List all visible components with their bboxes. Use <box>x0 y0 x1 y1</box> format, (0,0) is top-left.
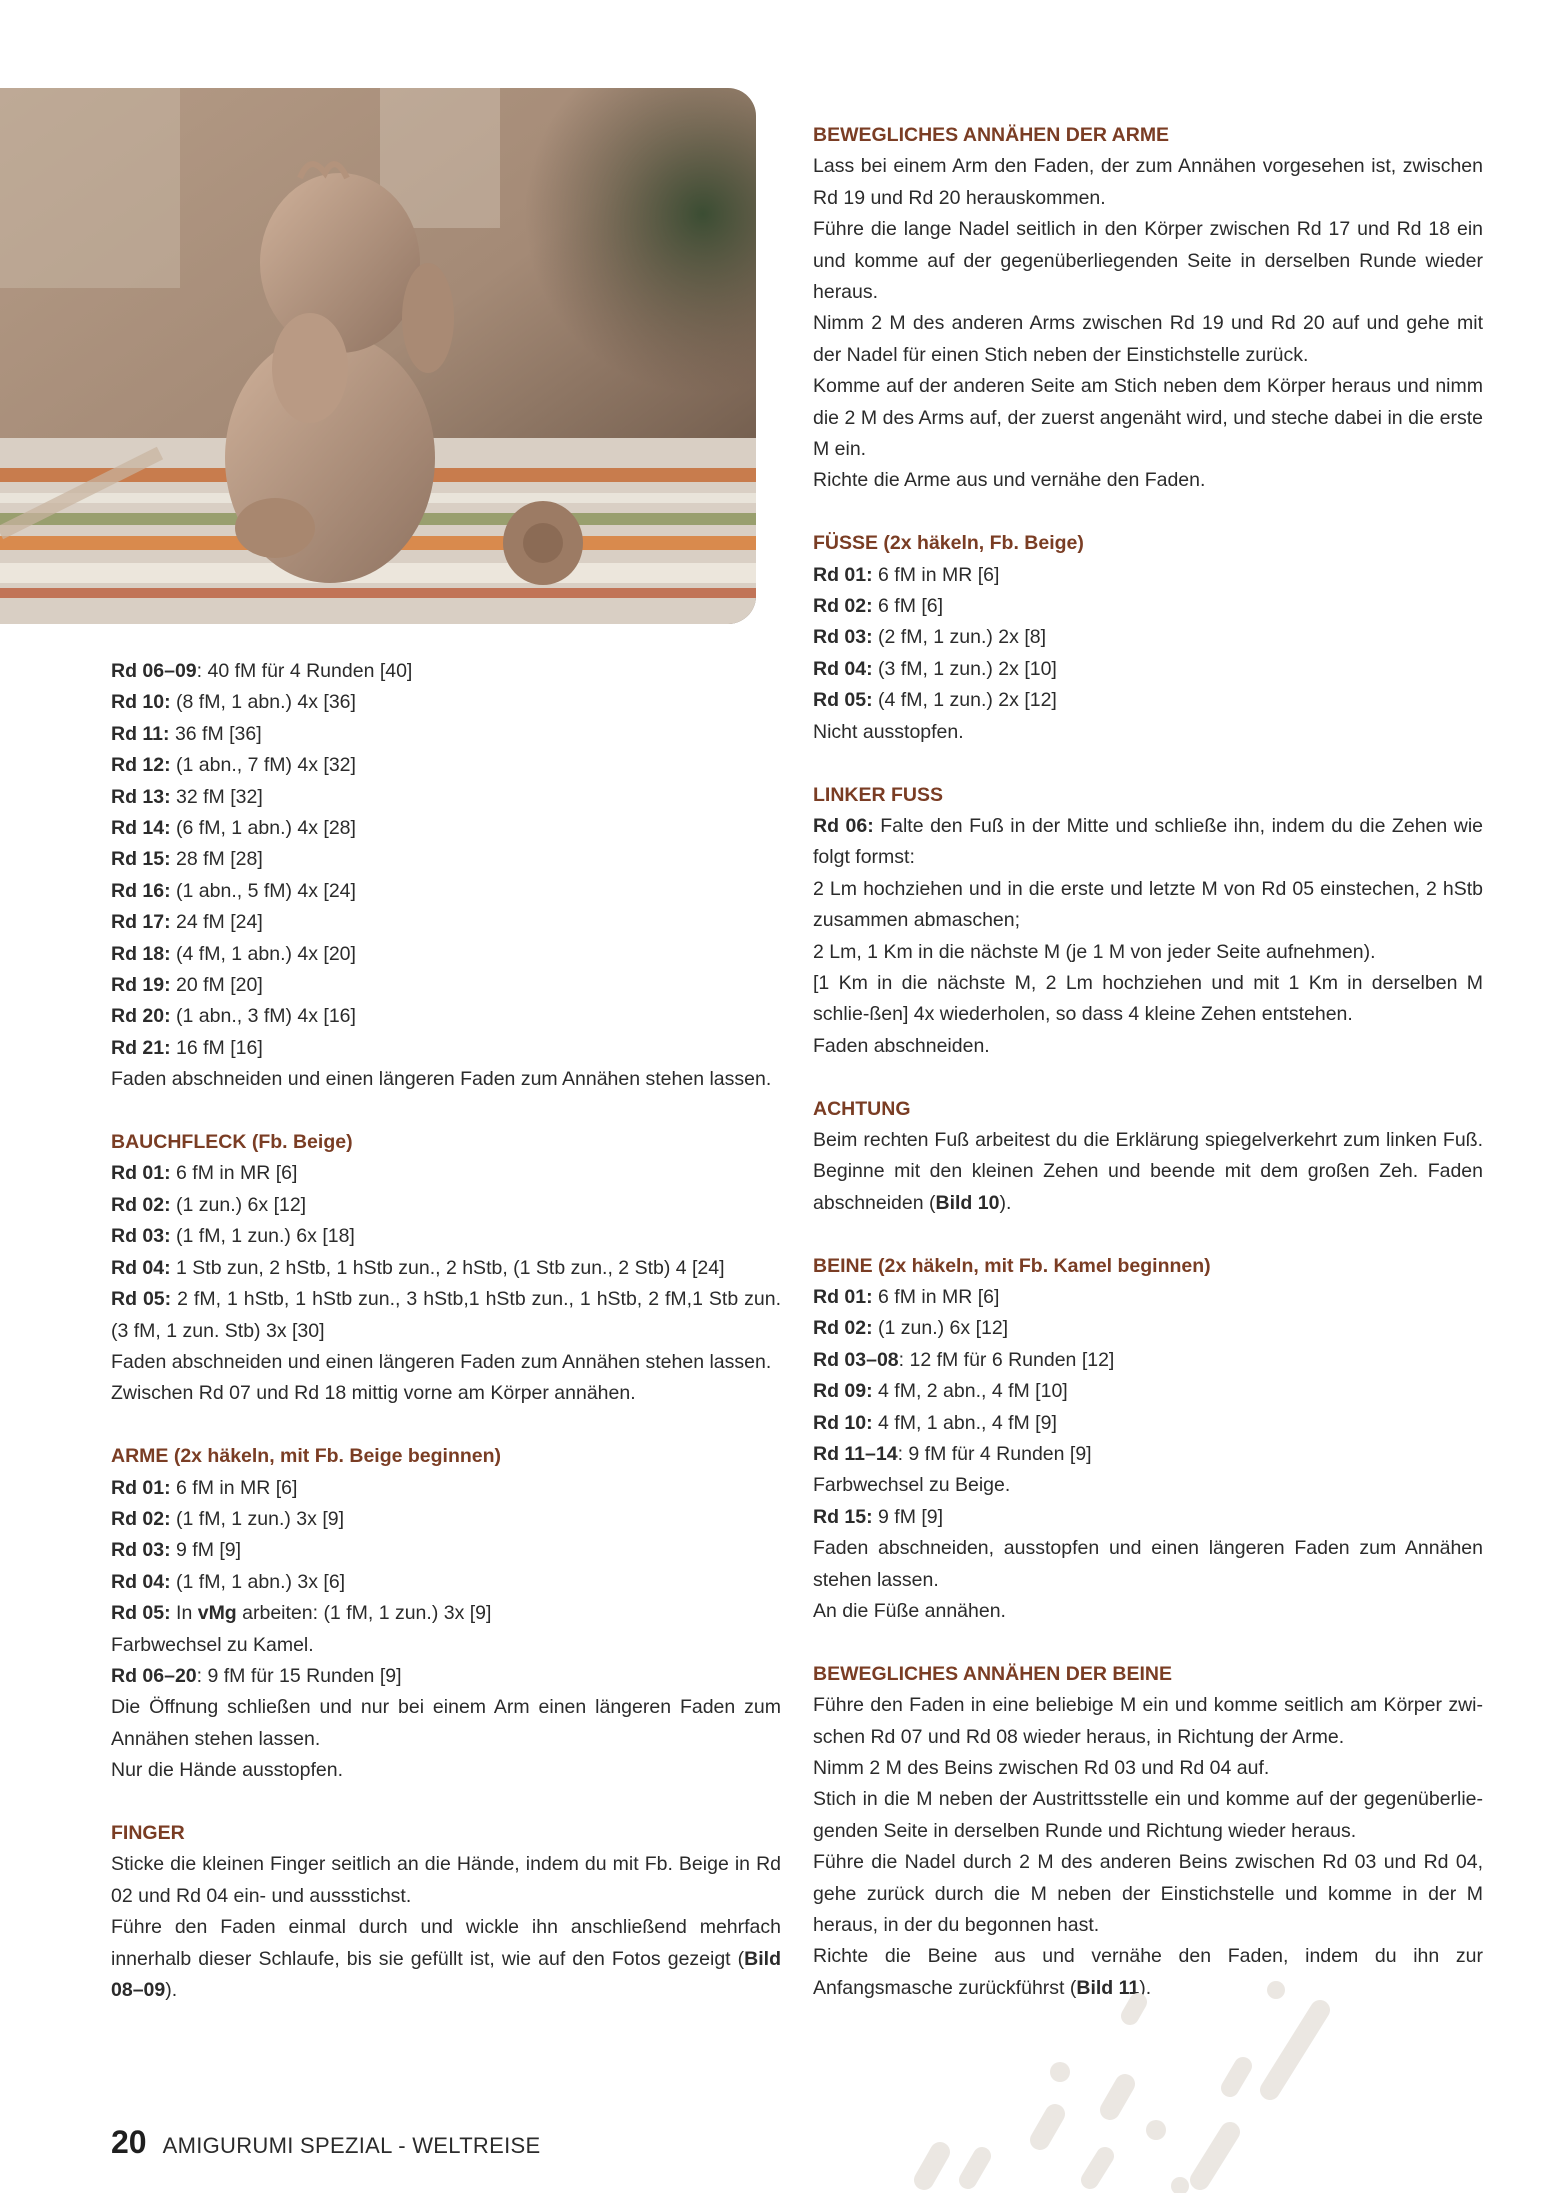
pattern-row: Rd 01: 6 fM in MR [6] <box>111 1476 298 1499</box>
instruction-text: Komme auf der anderen Seite am Stich neben dem Körper heraus und nimm die 2 M des Arms auf, der zuerst angenäht wird, und steche dabei in die erste M ein. <box>813 375 1483 461</box>
pattern-row: Rd 13: 32 fM [32] <box>111 785 263 808</box>
section-heading: LINKER FUSS <box>813 783 944 806</box>
pattern-row: Rd 02: (1 fM, 1 zun.) 3x [9] <box>111 1507 345 1530</box>
pattern-row: Rd 03–08: 12 fM für 6 Runden [12] <box>813 1348 1115 1371</box>
instruction-text: Nicht ausstopfen. <box>813 720 964 743</box>
section-arme-annaehen <box>813 120 1483 497</box>
instruction-text: Faden abschneiden. <box>813 1034 990 1057</box>
pattern-row: Rd 01: 6 fM in MR [6] <box>813 1285 1000 1308</box>
instruction-text: [1 Km in die nächste M, 2 Lm hochziehen und mit 1 Km in derselben M schlie-ßen] 4x wiederholen, so dass 4 kleine Zehen entstehen. <box>813 971 1483 1026</box>
decorative-dashes-icon <box>900 1980 1420 2193</box>
section-heading: FINGER <box>111 1821 185 1844</box>
page-number: 20 <box>111 2124 147 2160</box>
instruction-text: Führe den Faden in eine beliebige M ein und komme seitlich am Körper zwi-schen Rd 07 und Rd 08 wieder heraus, in Richtung der Arme. <box>813 1694 1483 1748</box>
section-bauchfleck <box>111 1127 781 1410</box>
pattern-row: Rd 15: 28 fM [28] <box>111 848 263 871</box>
instruction-text: Führe die Nadel durch 2 M des anderen Beins zwischen Rd 03 und Rd 04, gehe zurück durch die M neben der Einstichstelle und komme in der M heraus, in der du begonnen hast. <box>813 1851 1483 1937</box>
pattern-row: Rd 06: Falte den Fuß in der Mitte und schließe ihn, indem du die Zehen wie folgt formst: <box>813 814 1483 869</box>
instruction-text: 2 Lm, 1 Km in die nächste M (je 1 M von jeder Seite aufnehmen). <box>813 940 1376 963</box>
pattern-row: Rd 03: (2 fM, 1 zun.) 2x [8] <box>813 626 1047 649</box>
instruction-text: Stich in die M neben der Austrittsstelle ein und komme auf der gegenüberlie-genden Seite in derselben Runde und Richtung wieder heraus. <box>813 1788 1483 1842</box>
instruction-text: Sticke die kleinen Finger seitlich an die Hände, indem du mit Fb. Beige in Rd 02 und Rd 04 ein- und aussstichst. <box>111 1853 781 1907</box>
pattern-row: Rd 20: (1 abn., 3 fM) 4x [16] <box>111 1005 356 1028</box>
instruction-text: Nimm 2 M des anderen Arms zwischen Rd 19 und Rd 20 auf und gehe mit der Nadel für einen Stich neben der Einstichstelle zurück. <box>813 312 1483 366</box>
section-beine <box>813 1251 1483 1628</box>
pattern-row: Rd 10: 4 fM, 1 abn., 4 fM [9] <box>813 1411 1057 1434</box>
page-footer <box>111 2124 540 2164</box>
pattern-row: Rd 09: 4 fM, 2 abn., 4 fM [10] <box>813 1380 1068 1403</box>
instruction-text: Faden abschneiden, ausstopfen und einen längeren Faden zum Annähen stehen lassen. <box>813 1537 1483 1591</box>
pattern-row: Rd 10: (8 fM, 1 abn.) 4x [36] <box>111 691 356 714</box>
instruction-text: An die Füße annähen. <box>813 1600 1006 1623</box>
section-heading: BEINE (2x häkeln, mit Fb. Kamel beginnen) <box>813 1254 1211 1277</box>
section-linker-fuss <box>813 780 1483 1063</box>
instruction-text: Die Öffnung schließen und nur bei einem Arm einen längeren Faden zum Annähen stehen lassen. <box>111 1696 781 1750</box>
section-heading: FÜSSE (2x häkeln, Fb. Beige) <box>813 532 1084 555</box>
pattern-row: Rd 05: 2 fM, 1 hStb, 1 hStb zun., 3 hStb,1 hStb zun., 1 hStb, 2 fM,1 Stb zun. (3 fM, 1 zun. Stb) 3x [30] <box>111 1288 781 1342</box>
instruction-text: Führe die lange Nadel seitlich in den Körper zwischen Rd 17 und Rd 18 ein und komme auf der gegenüberliegenden Seite in derselben Runde wieder heraus. <box>813 218 1483 304</box>
pattern-row: Rd 02: (1 zun.) 6x [12] <box>813 1317 1009 1340</box>
instruction-text: Beim rechten Fuß arbeitest du die Erklärung spiegelverkehrt zum linken Fuß. Beginne mit den kleinen Zehen und beende mit dem großen Zeh. Faden abschneiden (Bild 10). <box>813 1128 1483 1214</box>
instruction-text: Richte die Beine aus und vernähe den Faden, indem du ihn zur Anfangsmasche zurückführst (Bild 11). <box>813 1945 1483 1999</box>
pattern-row: Rd 18: (4 fM, 1 abn.) 4x [20] <box>111 942 356 965</box>
pattern-row: Rd 12: (1 abn., 7 fM) 4x [32] <box>111 754 356 777</box>
section-arme <box>111 1441 781 1786</box>
amigurumi-photo <box>0 88 756 624</box>
section-heading: ARME (2x häkeln, mit Fb. Beige beginnen) <box>111 1445 502 1468</box>
pattern-row: Rd 01: 6 fM in MR [6] <box>813 563 1000 586</box>
left-column <box>111 656 781 2006</box>
pattern-row: Rd 05: (4 fM, 1 zun.) 2x [12] <box>813 689 1057 712</box>
pattern-row: Rd 04: (1 fM, 1 abn.) 3x [6] <box>111 1570 346 1593</box>
right-column <box>813 120 1483 2004</box>
pattern-row: Rd 15: 9 fM [9] <box>813 1505 944 1528</box>
pattern-row: Rd 03: (1 fM, 1 zun.) 6x [18] <box>111 1225 355 1248</box>
pattern-row: Rd 06–09: 40 fM für 4 Runden [40] <box>111 660 413 682</box>
pattern-row: Rd 01: 6 fM in MR [6] <box>111 1162 298 1185</box>
pattern-row: Rd 06–20: 9 fM für 15 Runden [9] <box>111 1664 402 1687</box>
section-heading: ACHTUNG <box>813 1097 911 1120</box>
magazine-title: AMIGURUMI SPEZIAL - WELTREISE <box>162 2133 541 2158</box>
section-heading: BAUCHFLECK (Fb. Beige) <box>111 1131 353 1154</box>
section-heading: BEWEGLICHES ANNÄHEN DER BEINE <box>813 1662 1172 1685</box>
section-finger <box>111 1818 781 2006</box>
instruction-text: Faden abschneiden und einen längeren Faden zum Annähen stehen lassen. <box>111 1068 772 1091</box>
pattern-row: Rd 19: 20 fM [20] <box>111 974 263 997</box>
instruction-text: Führe den Faden einmal durch und wickle ihn anschließend mehrfach innerhalb dieser Schlaufe, bis sie gefüllt ist, wie auf den Fotos gezeigt (Bild 08–09). <box>111 1916 781 2002</box>
section-heading: BEWEGLICHES ANNÄHEN DER ARME <box>813 124 1170 146</box>
pattern-row: Rd 04: (3 fM, 1 zun.) 2x [10] <box>813 657 1057 680</box>
pattern-row: Rd 05: In vMg arbeiten: (1 fM, 1 zun.) 3x [9] <box>111 1602 492 1625</box>
section-fuesse <box>813 528 1483 748</box>
section-achtung <box>813 1094 1483 1220</box>
pattern-row: Rd 17: 24 fM [24] <box>111 911 263 934</box>
instruction-text: Nur die Hände ausstopfen. <box>111 1759 343 1782</box>
pattern-row: Rd 11: 36 fM [36] <box>111 722 262 745</box>
instruction-text: Farbwechsel zu Beige. <box>813 1474 1011 1497</box>
instruction-text: 2 Lm hochziehen und in die erste und letzte M von Rd 05 einstechen, 2 hStb zusammen abmaschen; <box>813 877 1483 932</box>
instruction-text: Faden abschneiden und einen längeren Faden zum Annähen stehen lassen. <box>111 1350 772 1373</box>
pattern-row: Rd 02: (1 zun.) 6x [12] <box>111 1193 307 1216</box>
instruction-text: Nimm 2 M des Beins zwischen Rd 03 und Rd 04 auf. <box>813 1757 1270 1780</box>
instruction-text: Lass bei einem Arm den Faden, der zum Annähen vorgesehen ist, zwischen Rd 19 und Rd 20 herauskommen. <box>813 155 1483 209</box>
pattern-row: Rd 14: (6 fM, 1 abn.) 4x [28] <box>111 817 356 840</box>
pattern-row: Rd 21: 16 fM [16] <box>111 1036 263 1059</box>
instruction-text: Zwischen Rd 07 und Rd 18 mittig vorne am Körper annähen. <box>111 1382 636 1405</box>
instruction-text: Farbwechsel zu Kamel. <box>111 1633 314 1656</box>
instruction-text: Richte die Arme aus und vernähe den Faden. <box>813 469 1206 492</box>
pattern-row: Rd 03: 9 fM [9] <box>111 1539 242 1562</box>
pattern-row: Rd 04: 1 Stb zun, 2 hStb, 1 hStb zun., 2 hStb, (1 Stb zun., 2 Stb) 4 [24] <box>111 1256 725 1279</box>
pattern-row: Rd 02: 6 fM [6] <box>813 595 944 618</box>
section-beine-annaehen <box>813 1659 1483 2004</box>
pattern-row: Rd 11–14: 9 fM für 4 Runden [9] <box>813 1443 1092 1465</box>
body-rounds <box>111 656 781 1096</box>
pattern-row: Rd 16: (1 abn., 5 fM) 4x [24] <box>111 879 356 902</box>
